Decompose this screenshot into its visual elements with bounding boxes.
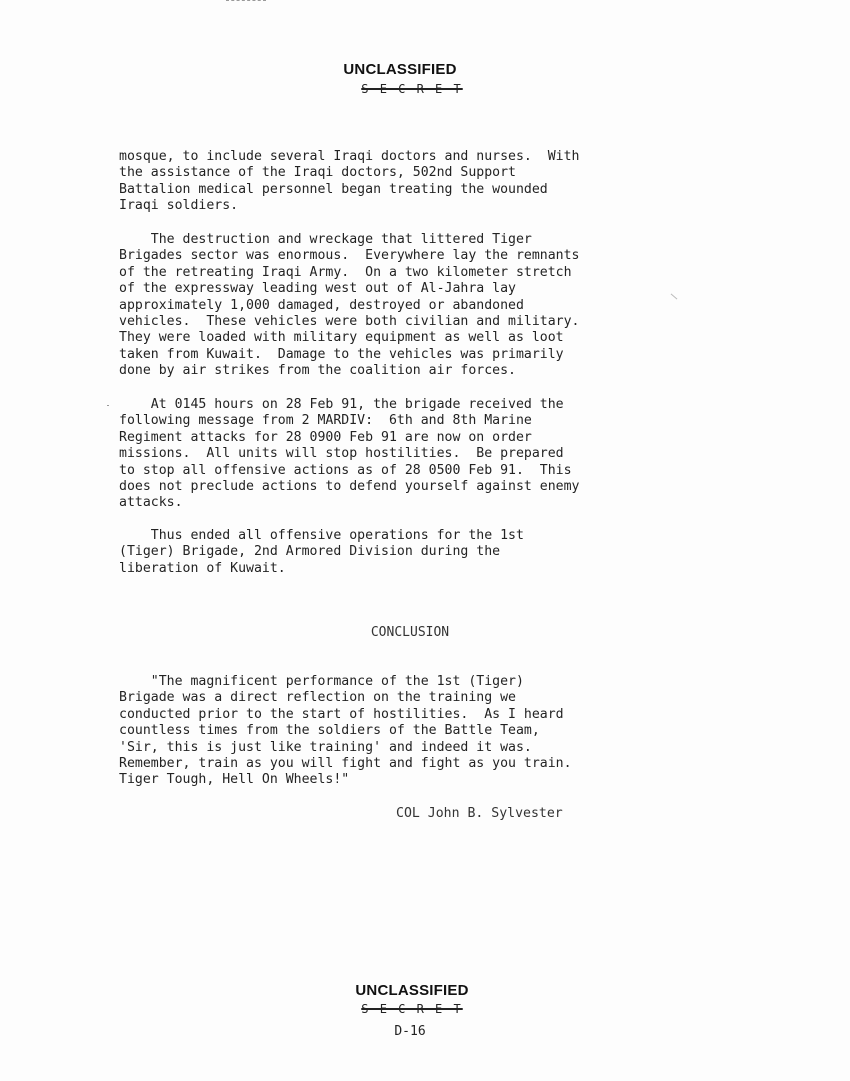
paragraph-destruction: The destruction and wreckage that littered Tiger Brigades sector was enormous. Everywhere lay the remnants of the retreating Iraqi Army. On a two kilometer stretch of the expressway leading west out of Al-Jahra lay approximately 1,000 damaged, destroyed or abandoned vehicles. These vehicles were both civilian and military. They were loaded with military equipment as well as loot taken from Kuwait. Damage to the vehicles was primarily done by air strikes from the coalition air forces. <box>119 232 580 379</box>
header-classification: UNCLASSIFIED <box>343 61 457 78</box>
conclusion-quote: "The magnificent performance of the 1st (Tiger) Brigade was a direct reflection on the training we conducted prior to the start of hostilities. As I heard countless times from the soldiers of the Battle Team, 'Sir, this is just like training' and indeed it was. Remember, train as you will fight and fight as you train. Tiger Tough, Hell On Wheels!" <box>119 674 572 788</box>
paragraph-message: At 0145 hours on 28 Feb 91, the brigade received the following message from 2 MARDIV: 6th and 8th Marine Regiment attacks for 28 0900 Feb 91 are now on order missions. All units will stop hostilities. Be prepared to stop all offensive actions as of 28 0500 Feb 91. This does not preclude actions to defend yourself against enemy attacks. <box>119 397 580 511</box>
conclusion-heading: CONCLUSION <box>370 625 450 640</box>
page-number: D-16 <box>394 1024 426 1039</box>
footer-classification: UNCLASSIFIED <box>355 982 469 999</box>
signature-line: COL John B. Sylvester <box>396 806 563 821</box>
paragraph-medical-treatment: mosque, to include several Iraqi doctors and nurses. With the assistance of the Iraqi doctors, 502nd Support Battalion medical personnel began treating the wounded Iraqi soldiers. <box>119 149 580 214</box>
scan-artifact-dot <box>107 405 109 406</box>
footer-struck-marking: S E C R E T <box>361 1002 463 1016</box>
scan-artifact-mark <box>226 0 266 4</box>
header-struck-marking: S E C R E T <box>361 82 463 96</box>
paragraph-end-operations: Thus ended all offensive operations for the 1st (Tiger) Brigade, 2nd Armored Division during the liberation of Kuwait. <box>119 528 524 576</box>
